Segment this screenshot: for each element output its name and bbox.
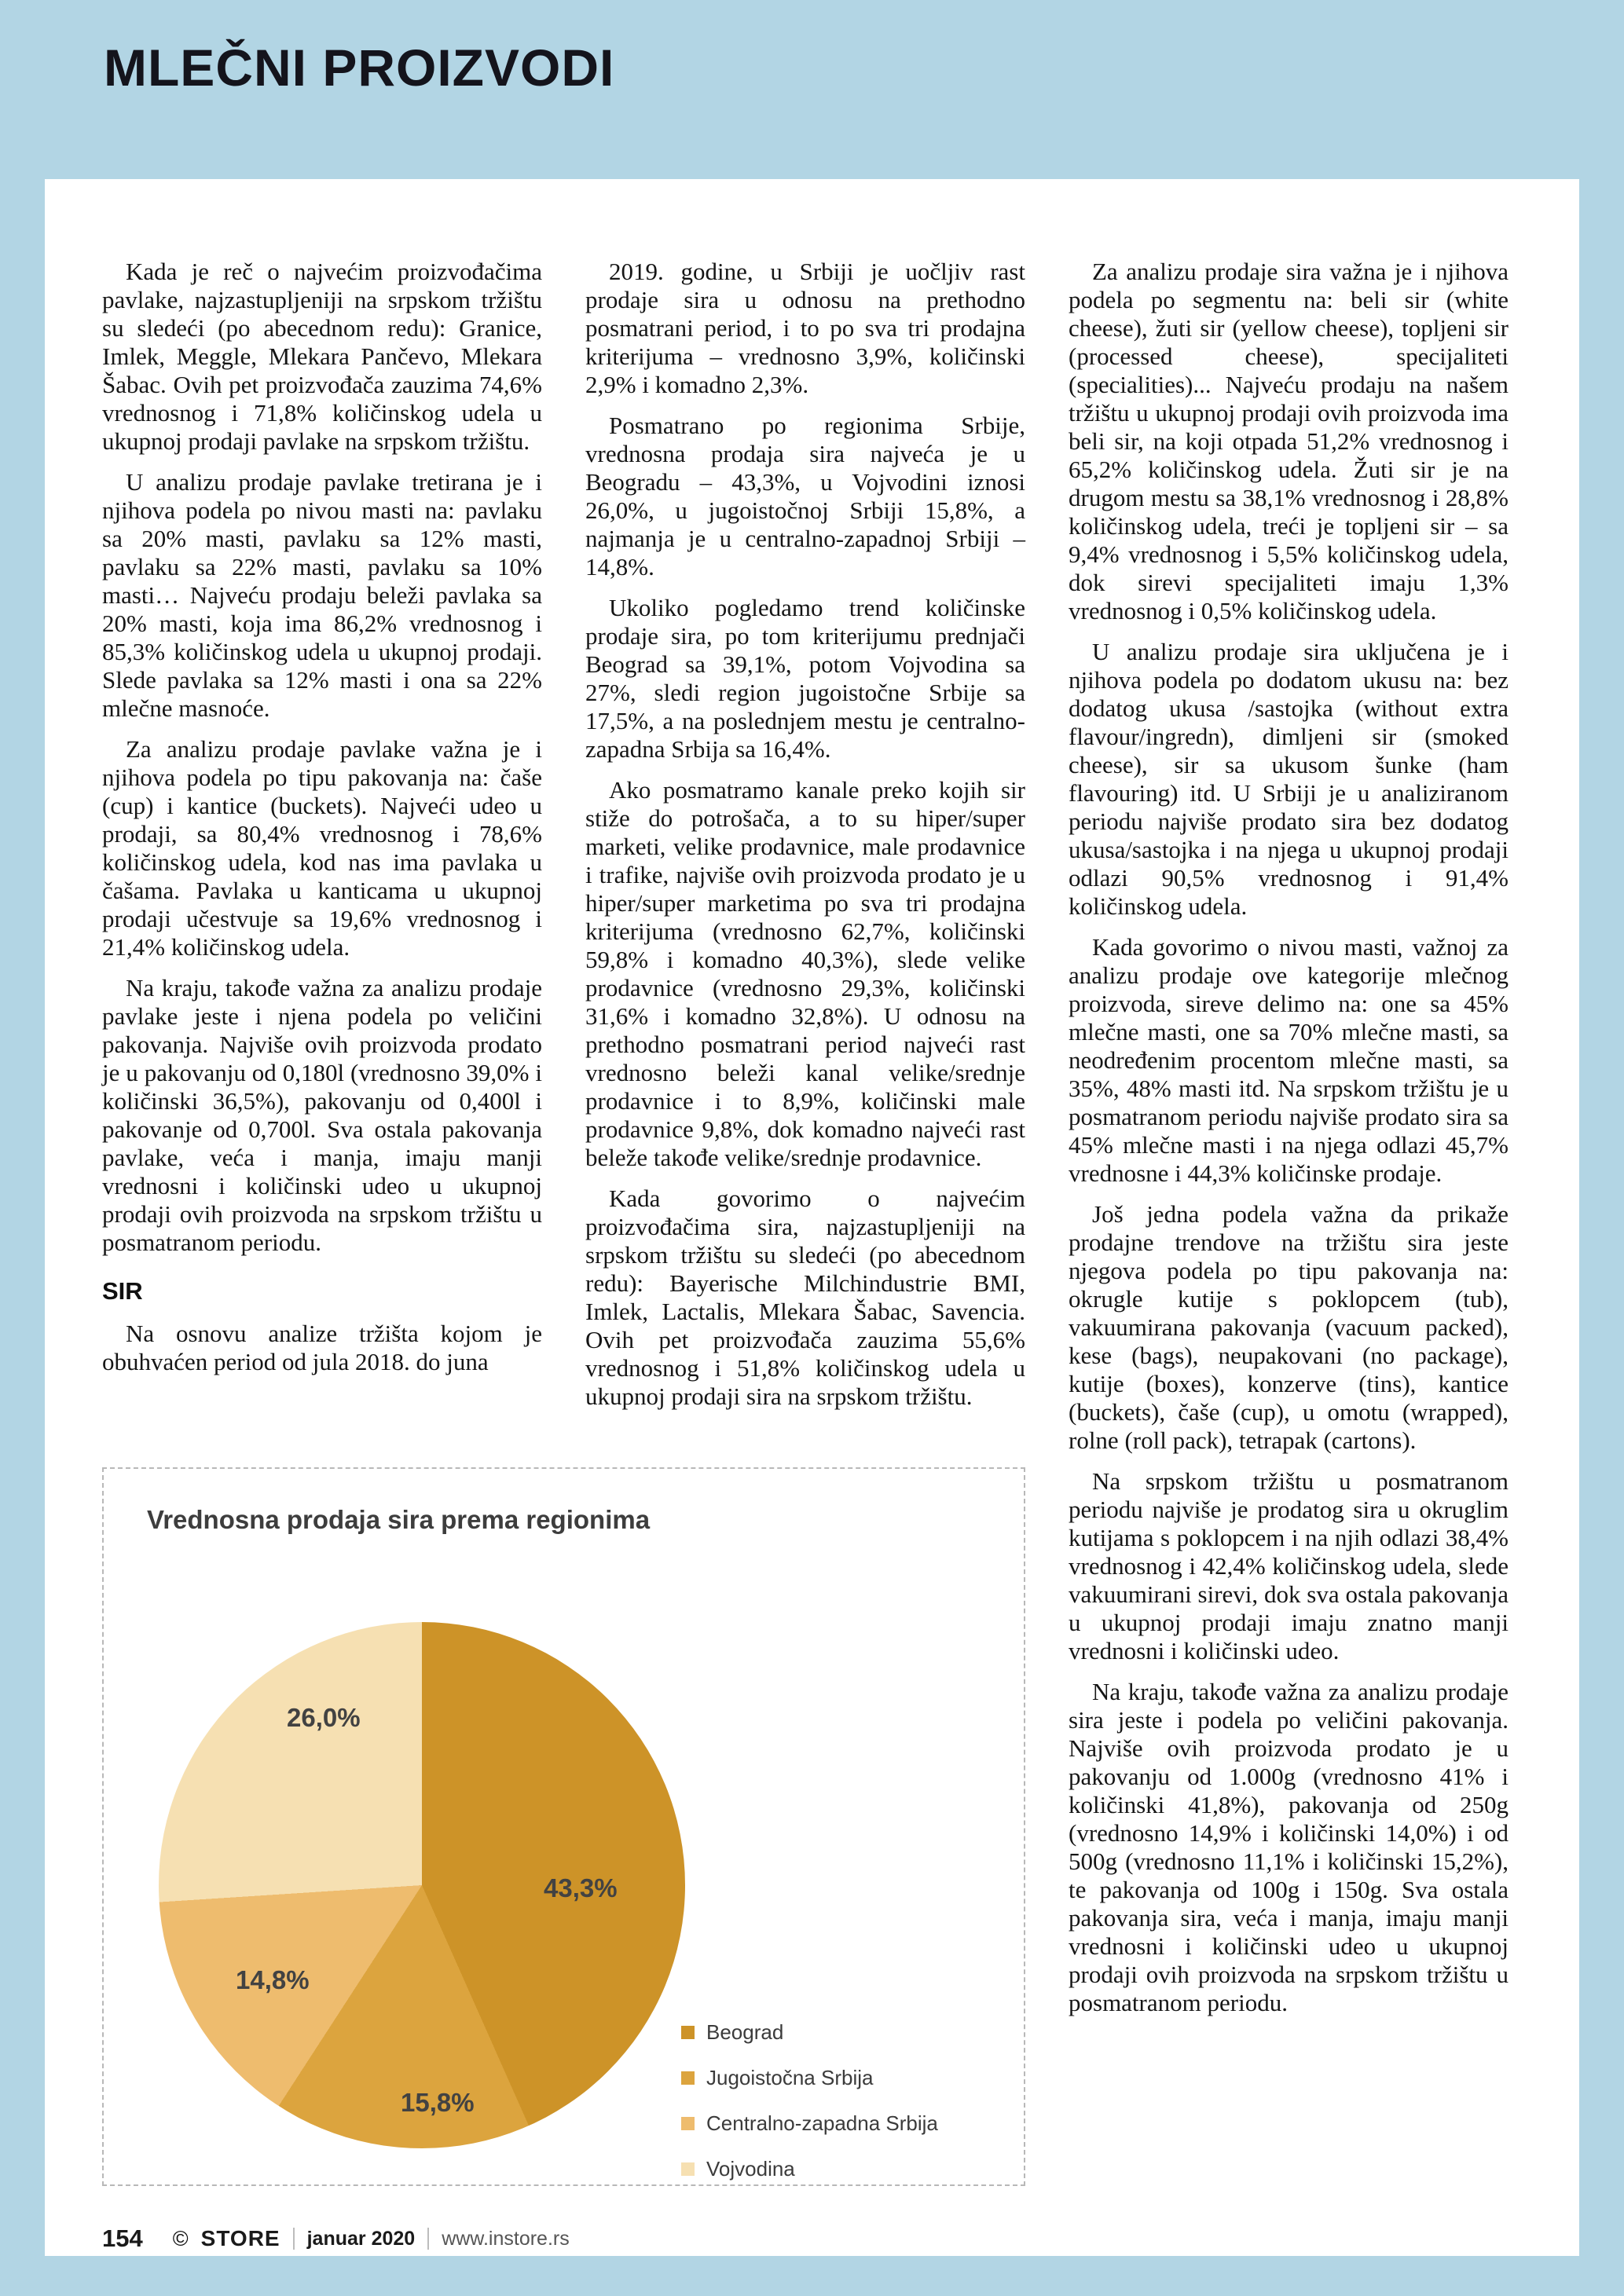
legend-swatch-icon xyxy=(681,2162,695,2176)
paragraph: Na srpskom tržištu u posmatranom periodu najviše je prodatog sira u okruglim kutijama s poklopcem i na njih odlazi 38,4% vrednosnog i 42,4% količinskog udela, slede vakuumirani sirevi, dok sva ostala pakovanja u ukupnoj prodaji imaju znatno manji vrednosni i količinski udeo. xyxy=(1069,1467,1509,1664)
paragraph: 2019. godine, u Srbiji je uočljiv rast prodaje sira u odnosu na prethodno posmatrani period, i to po sva tri prodajna kriterijuma – vrednosno 3,9%, količinski 2,9% i komadno 2,3%. xyxy=(585,258,1025,398)
legend-label: Centralno-zapadna Srbija xyxy=(706,2111,938,2135)
paragraph: Za analizu prodaje pavlake važna je i njihova podela po tipu pakovanja na: čaše (cup) i kantice (buckets). Najveći udeo u prodaji, sa 80,4% vrednosnog i 78,6% količinskog udela, kod nas ima pavlaka u čašama. Pavlaka u kanticama u ukupnoj prodaji učestvuje sa 19,6% vrednosnog i 21,4% količinskog udela. xyxy=(102,735,542,961)
content-area xyxy=(45,179,1579,2256)
store-logo-icon: © xyxy=(172,2226,189,2250)
legend-label: Jugoistočna Srbija xyxy=(706,2065,874,2089)
legend-label: Beograd xyxy=(706,2020,784,2044)
separator-line xyxy=(293,2228,295,2250)
paragraph: Na kraju, takođe važna za analizu prodaje pavlake jeste i njena podela po veličini pakovanja. Najviše ovih proizvoda prodato je u pakovanju od 0,180l (vrednosno 39,0% i količinski 36,5%), pakovanju od 0,400l i pakovanje od 0,700l. Sva ostala pakovanja pavlake, veća i manja, imaju manji vrednosni i količinski udeo u ukupnoj prodaji ovih proizvoda na srpskom tržištu u posmatranom periodu. xyxy=(102,974,542,1256)
legend-item xyxy=(681,2055,938,2100)
issue-date: januar 2020 xyxy=(306,2227,416,2250)
paragraph: U analizu prodaje pavlake tretirana je i njihova podela po nivou masti na: pavlaku sa 20% masti, pavlaku sa 12% masti, pavlaku sa 22% masti, pavlaku sa 10% masti… Najveću prodaju beleži pavlaka sa 20% masti, koja ima 86,2% vrednosnog i 85,3% količinskog udela u ukupnoj prodaji. Slede pavlaka sa 12% masti i ona sa 22% mlečne masnoće. xyxy=(102,468,542,722)
paragraph: U analizu prodaje sira uključena je i njihova podela po dodatom ukusu na: bez dodatog ukusa /sastojka (without extra flavour/ingredn), dimljeni sir (smoked cheese), sir sa ukusom šunke (ham flavouring) itd. U Srbiji je u analiziranom periodu najviše prodato sira bez dodatog ukusa/sastojka i na njega u ukupnoj prodaji odlazi 90,5% vrednosnog i 91,4% količinskog udela. xyxy=(1069,638,1509,920)
page-title: MLEČNI PROIZVODI xyxy=(104,38,615,97)
pie-value-label-beograd: 43,3% xyxy=(544,1873,618,1902)
column-3 xyxy=(1069,258,1509,2017)
chart-legend xyxy=(681,2009,938,2192)
paragraph: Ako posmatramo kanale preko kojih sir stiže do potrošača, a to su hiper/super marketi, velike prodavnice, male prodavnice i trafike, najviše ovih proizvoda prodato je u hiper/super marketima po sva tri prodajna kriterijuma (vrednosno 62,7%, količinski 59,8% i komadno 40,3%), slede velike prodavnice (vrednosno 29,3%, količinski 31,6% i komadno 32,8%). U odnosu na prethodno posmatrani period najveći rast vrednosno beleži kanal velike/srednje prodavnice i to 8,9%, količinski male prodavnice 9,8%, dok komadno najveći rast beleže takođe velike/srednje prodavnice. xyxy=(585,776,1025,1171)
left-column-group xyxy=(102,258,1025,2186)
legend-label: Vojvodina xyxy=(706,2156,795,2181)
regional-sales-pie-chart xyxy=(102,1467,1025,2186)
paragraph: Kada govorimo o nivou masti, važnoj za analizu prodaje ove kategorije mlečnog proizvoda, sireve delimo na: one sa 45% mlečne masti, one sa 70% mlečne masti, sa neodređenim procentom mlečne masti, sa 35%, 48% masti itd. Na srpskom tržištu je u posmatranom periodu najviše prodato sira sa 45% mlečne masti i na njega odlazi 45,7% vrednosne i 44,3% količinske prodaje. xyxy=(1069,933,1509,1187)
pie-value-label-vojvodina: 26,0% xyxy=(287,1703,361,1732)
chart-title: Vrednosna prodaja sira prema regionima xyxy=(147,1505,651,1534)
legend-swatch-icon xyxy=(681,2117,695,2130)
paragraph: Na kraju, takođe važna za analizu prodaje sira jeste i podela po veličini pakovanja. Najviše ovih proizvoda prodato je u pakovanju od 1.000g (vrednosno 41% i količinski 41,8%), pakovanja od 250g (vrednosno 14,9% i količinski 14,0%) i od 500g (vrednosno 11,1% i količinski 15,2%), te pakovanja od 100g i 150g. Sva ostala pakovanja sira, veća i manja, imaju manji vrednosni i količinski udeo u ukupnoj prodaji ovih proizvoda na srpskom tržištu u posmatranom periodu. xyxy=(1069,1678,1509,2016)
page-number: 154 xyxy=(102,2225,143,2252)
content-inner xyxy=(102,258,1509,2186)
legend-swatch-icon xyxy=(681,2071,695,2085)
section-heading-sir: SIR xyxy=(102,1277,143,1305)
paragraph: Posmatrano po regionima Srbije, vrednosna prodaja sira najveća je u Beogradu – 43,3%, u Vojvodini iznosi 26,0%, u jugoistočnoj Srbiji 15,8%, a najmanja je u centralno-zapadnoj Srbiji – 14,8%. xyxy=(585,412,1025,580)
website-link[interactable]: www.instore.rs xyxy=(442,2227,570,2250)
paragraph: Ukoliko pogledamo trend količinske prodaje sira, po tom kriterijumu prednjači Beograd sa 39,1%, potom Vojvodina sa 27%, sledi region jugoistočne Srbije sa 17,5%, a na poslednjem mestu je centralno-zapadna Srbija sa 16,4%. xyxy=(585,594,1025,763)
legend-item xyxy=(681,2146,938,2192)
pie-value-label-centralno-zapadna: 14,8% xyxy=(236,1965,310,1994)
separator-line xyxy=(427,2228,429,2250)
legend-swatch-icon xyxy=(681,2026,695,2039)
paragraph: Kada je reč o najvećim proizvođačima pavlake, najzastupljeniji na srpskom tržištu su sledeći (po abecednom redu): Granice, Imlek, Meggle, Mlekara Pančevo, Mlekara Šabac. Ovih pet proizvođača zauzima 74,6% vrednosnog i 71,8% količinskog udela u ukupnoj prodaji pavlake na srpskom tržištu. xyxy=(102,258,542,455)
legend-item xyxy=(681,2009,938,2055)
paragraph: Još jedna podela važna da prikaže prodajne trendove na tržištu sira jeste njegova podela po tipu pakovanja na: okrugle kutije s poklopcem (tub), vakuumirana pakovanja (vacuum packed), kese (bags), neupakovani (no package), kutije (boxes), konzerve (tins), kantice (buckets), čaše (cup), u omotu (wrapped), rolne (roll pack), tetrapak (cartons). xyxy=(1069,1200,1509,1454)
pie-value-label-jugoistocna: 15,8% xyxy=(401,2088,475,2117)
paragraph: Za analizu prodaje sira važna je i njihova podela po segmentu na: beli sir (white cheese), žuti sir (yellow cheese), topljeni sir (processed cheese), specijaliteti (specialities)... Najveću prodaju na našem tržištu u ukupnoj prodaji ovih proizvoda ima beli sir, na koji otpada 51,2% vrednosnog i 65,2% količinskog udela. Žuti sir je na drugom mestu sa 38,1% vrednosnog i 28,8% količinskog udela, treći je topljeni sir – sa 9,4% vrednosnog i 5,5% količinskog udela, dok sirevi specijaliteti imaju 1,3% vrednosnog i 0,5% količinskog udela. xyxy=(1069,258,1509,624)
column-1 xyxy=(102,258,542,1411)
page-footer xyxy=(102,2225,570,2253)
paragraph: Kada govorimo o najvećim proizvođačima sira, najzastupljeniji na srpskom tržištu su sledeći (po abecednom redu): Bayerische Milchindustrie BMI, Imlek, Lactalis, Mlekara Šabac, Savencia. Ovih pet proizvođača zauzima 55,6% vrednosnog i 51,8% količinskog udela u ukupnoj prodaji sira na srpskom tržištu. xyxy=(585,1185,1025,1410)
brand-name: STORE xyxy=(200,2226,280,2250)
legend-item xyxy=(681,2100,938,2146)
column-2 xyxy=(585,258,1025,1411)
paragraph: Na osnovu analize tržišta kojom je obuhvaćen period od jula 2018. do juna xyxy=(102,1320,542,1375)
